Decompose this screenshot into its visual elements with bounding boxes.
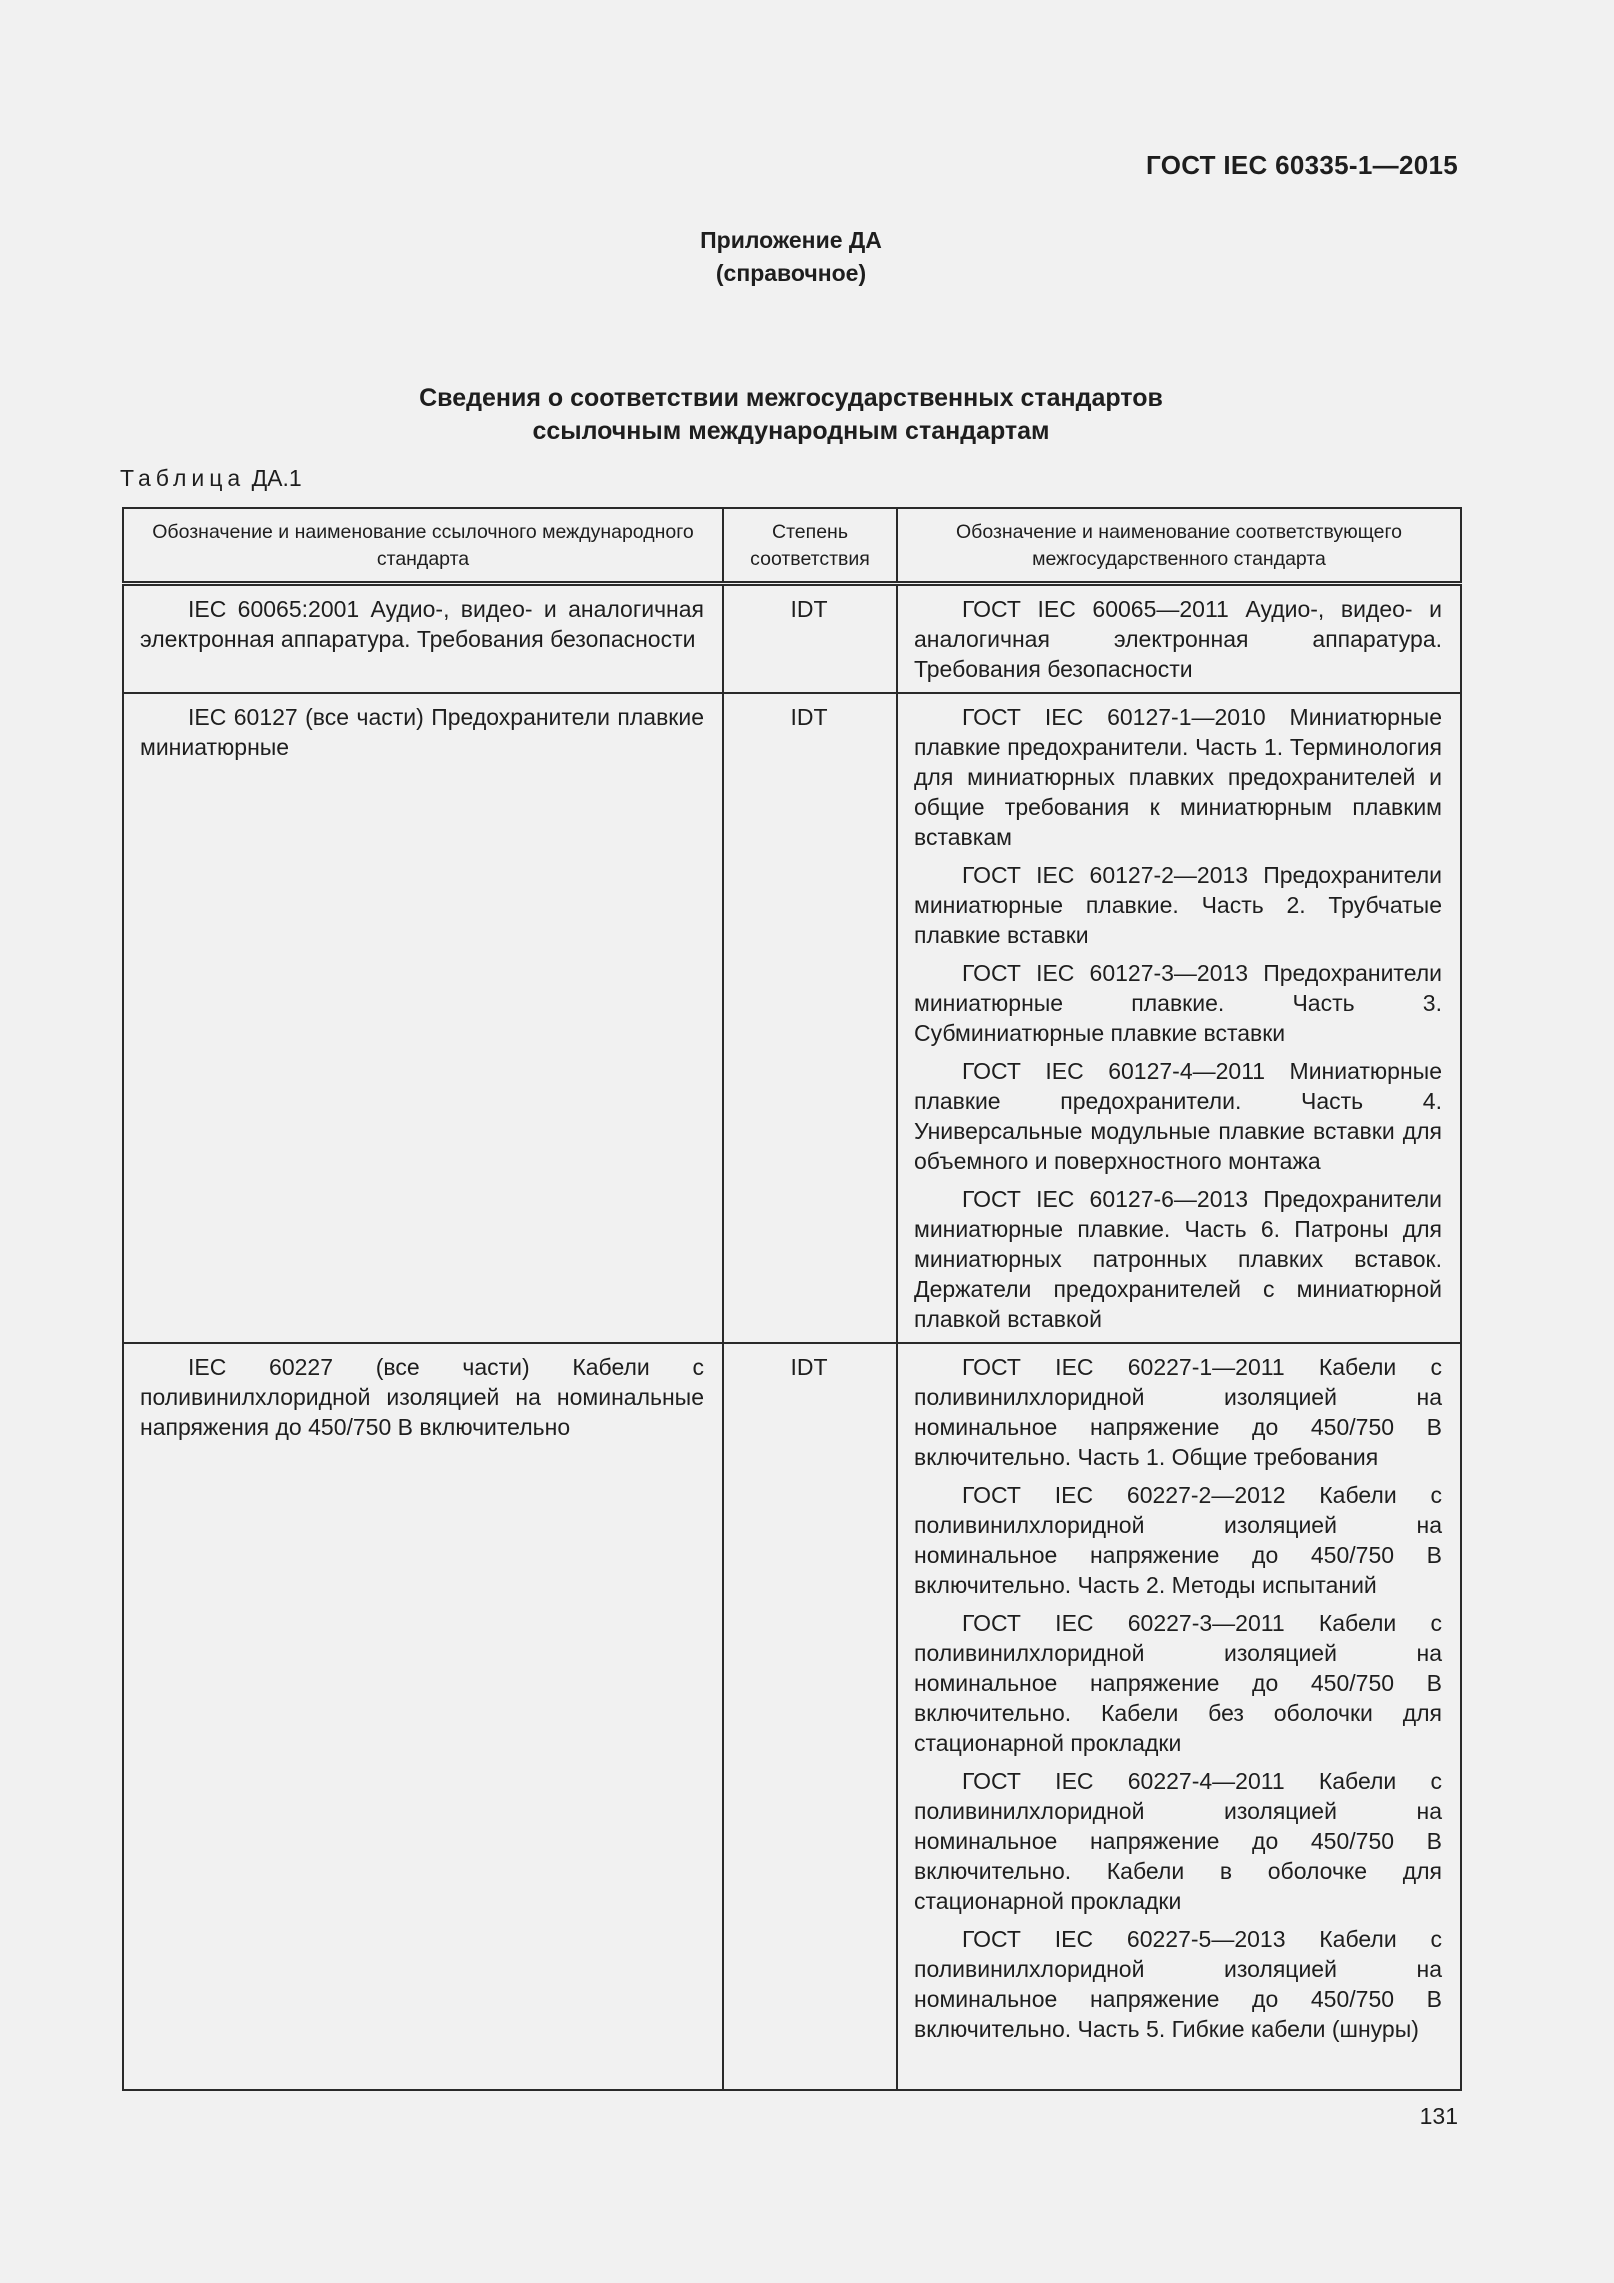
column-header-degree: Степень соответствия: [723, 508, 897, 584]
international-standard-cell: IEC 60127 (все части) Предохранители плавкие миниатюрные: [123, 693, 723, 1343]
table-label: [120, 465, 302, 492]
interstate-entry: ГОСТ IEC 60227-2—2012 Кабели с поливинилхлоридной изоляцией на номинальное напряжение до 450/750 В включительно. Часть 2. Методы испытаний: [914, 1482, 1442, 1598]
document-title-line1: Сведения о соответствии межгосударственных стандартов: [419, 384, 1163, 412]
appendix-subtitle: (справочное): [715, 260, 867, 286]
table-row: [123, 693, 1461, 1343]
document-title-line2: ссылочным международным стандартам: [532, 417, 1050, 445]
interstate-standard-cell: [897, 693, 1461, 1343]
degree-cell: IDT: [723, 1343, 897, 2090]
interstate-entry: ГОСТ IEC 60127-2—2013 Предохранители миниатюрные плавкие. Часть 2. Трубчатые плавкие вставки: [914, 862, 1442, 948]
interstate-entry: ГОСТ IEC 60227-4—2011 Кабели с поливинилхлоридной изоляцией на номинальное напряжение до 450/750 В включительно. Кабели в оболочке для стационарной прокладки: [914, 1768, 1442, 1914]
appendix-title: Приложение ДА: [700, 227, 882, 253]
table-label-number: ДА.1: [251, 465, 302, 491]
interstate-entry: ГОСТ IEC 60127-4—2011 Миниатюрные плавкие предохранители. Часть 4. Универсальные модульные плавкие вставки для объемного и поверхностного монтажа: [914, 1058, 1442, 1174]
interstate-entry: ГОСТ IEC 60127-6—2013 Предохранители миниатюрные плавкие. Часть 6. Патроны для миниатюрных патронных плавких вставок. Держатели предохранителей с миниатюрной плавкой вставкой: [914, 1186, 1442, 1332]
interstate-standard-cell: [897, 584, 1461, 694]
interstate-entry: ГОСТ IEC 60227-3—2011 Кабели с поливинилхлоридной изоляцией на номинальное напряжение до 450/750 В включительно. Кабели без оболочки для стационарной прокладки: [914, 1610, 1442, 1756]
interstate-entry: ГОСТ IEC 60065—2011 Аудио-, видео- и аналогичная электронная аппаратура. Требования безопасности: [914, 596, 1442, 682]
column-header-international: Обозначение и наименование ссылочного международного стандарта: [123, 508, 723, 584]
degree-cell: IDT: [723, 584, 897, 694]
table-row: [123, 584, 1461, 694]
table-label-word: Таблица: [120, 465, 246, 491]
standard-code: ГОСТ IEC 60335-1—2015: [1146, 150, 1458, 180]
interstate-entry: ГОСТ IEC 60227-1—2011 Кабели с поливинилхлоридной изоляцией на номинальное напряжение до 450/750 В включительно. Часть 1. Общие требования: [914, 1354, 1442, 1470]
interstate-entry: ГОСТ IEC 60127-3—2013 Предохранители миниатюрные плавкие. Часть 3. Субминиатюрные плавкие вставки: [914, 960, 1442, 1046]
column-header-interstate: Обозначение и наименование соответствующего межгосударственного стандарта: [897, 508, 1461, 584]
degree-cell: IDT: [723, 693, 897, 1343]
correspondence-table: [122, 507, 1462, 2091]
page-number: 131: [1419, 2103, 1458, 2129]
international-standard-cell: IEC 60227 (все части) Кабели с поливинилхлоридной изоляцией на номинальные напряжения до 450/750 В включительно: [123, 1343, 723, 2090]
interstate-standard-cell: [897, 1343, 1461, 2090]
document-title: [0, 382, 1582, 448]
interstate-entry: ГОСТ IEC 60127-1—2010 Миниатюрные плавкие предохранители. Часть 1. Терминология для миниатюрных плавких предохранителей и общие требования к миниатюрным плавким вставкам: [914, 704, 1442, 850]
table-header-row: [123, 508, 1461, 584]
appendix-heading: [0, 224, 1582, 290]
international-standard-cell: IEC 60065:2001 Аудио-, видео- и аналогичная электронная аппаратура. Требования безопасности: [123, 584, 723, 694]
table-row: [123, 1343, 1461, 2090]
interstate-entry: ГОСТ IEC 60227-5—2013 Кабели с поливинилхлоридной изоляцией на номинальное напряжение до 450/750 В включительно. Часть 5. Гибкие кабели (шнуры): [914, 1926, 1442, 2042]
